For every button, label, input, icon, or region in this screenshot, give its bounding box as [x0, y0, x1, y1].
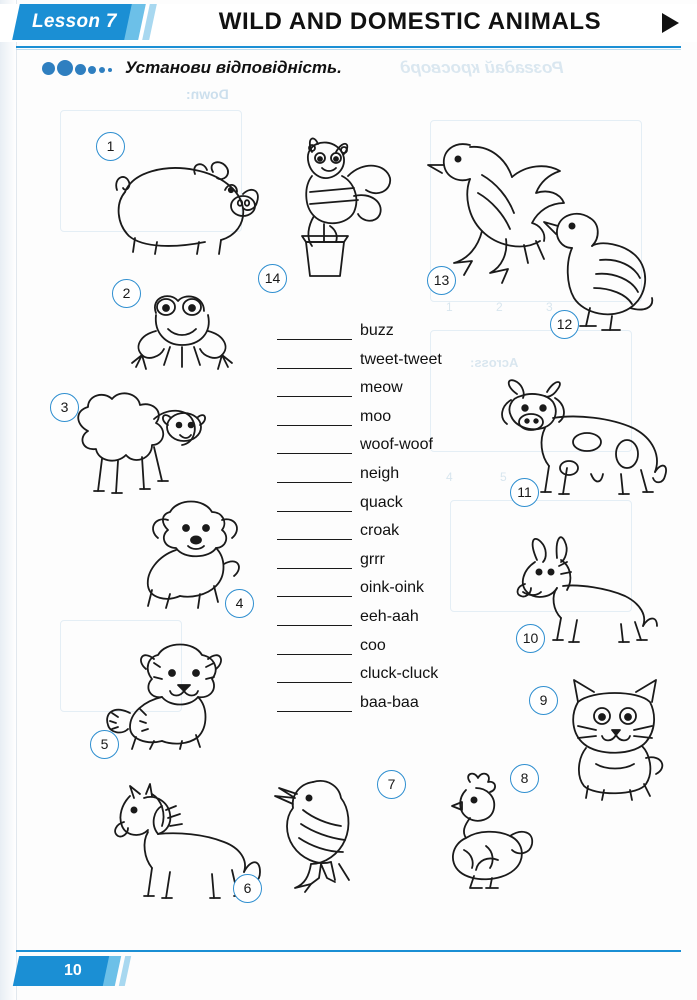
answer-row: [277, 406, 467, 435]
answer-row: [277, 663, 467, 692]
answer-row: [277, 492, 467, 521]
triangle-right-icon: [662, 13, 679, 33]
answer-word: moo: [360, 407, 392, 425]
picture-number: 7: [377, 770, 406, 799]
animal-cat: [552, 672, 682, 802]
animal-pig: [95, 150, 265, 260]
ghost-title-text: Розгадай кросворд: [400, 58, 564, 77]
answer-blank-line[interactable]: [277, 511, 352, 512]
answer-word: grrr: [360, 550, 385, 568]
page-header: [0, 0, 697, 46]
answer-blank-line[interactable]: [277, 396, 352, 397]
answer-word: woof-woof: [360, 436, 433, 454]
picture-number: 3: [50, 393, 79, 422]
answer-row: [277, 577, 467, 606]
ghost-down-text: Down:: [186, 86, 229, 102]
picture-number: 11: [510, 478, 539, 507]
header-divider-light: [16, 49, 681, 50]
picture-number: 10: [516, 624, 545, 653]
picture-number: 14: [258, 264, 287, 293]
answer-word: neigh: [360, 464, 400, 482]
picture-number: 13: [427, 266, 456, 295]
answer-row: [277, 520, 467, 549]
answer-row: [277, 692, 467, 721]
ghost-number: 5: [500, 470, 507, 484]
picture-number: 2: [112, 279, 141, 308]
answer-row: [277, 320, 467, 349]
answer-blank-line[interactable]: [277, 482, 352, 483]
picture-number: 8: [510, 764, 539, 793]
answer-word: coo: [360, 636, 386, 654]
answer-blank-line[interactable]: [277, 568, 352, 569]
animal-crow: [265, 768, 390, 893]
ghost-word: Across:: [470, 355, 519, 370]
picture-number: 5: [90, 730, 119, 759]
picture-number: 1: [96, 132, 125, 161]
answer-blank-line[interactable]: [277, 368, 352, 369]
answer-list: [277, 320, 467, 720]
ghost-number: 1: [446, 300, 453, 314]
answer-word: tweet-tweet: [360, 350, 442, 368]
answer-blank-line[interactable]: [277, 596, 352, 597]
answer-word: oink-oink: [360, 579, 425, 597]
answer-blank-line[interactable]: [277, 625, 352, 626]
instruction-text: Установи відповідність.: [125, 58, 342, 77]
answer-row: [277, 377, 467, 406]
picture-number: 4: [225, 589, 254, 618]
animal-sheep: [58, 385, 223, 505]
answer-row: [277, 349, 467, 378]
answer-blank-line[interactable]: [277, 339, 352, 340]
answer-blank-line[interactable]: [277, 539, 352, 540]
answer-word: eeh-aah: [360, 607, 419, 625]
footer-banner-accent-light: [119, 956, 131, 986]
animal-tiger: [96, 635, 241, 750]
answer-word: buzz: [360, 322, 394, 339]
answer-blank-line[interactable]: [277, 425, 352, 426]
answer-word: croak: [360, 522, 400, 540]
answer-word: meow: [360, 379, 403, 397]
page-title: WILD AND DOMESTIC ANIMALS: [218, 8, 602, 35]
answer-row: [277, 635, 467, 664]
answer-row: [277, 463, 467, 492]
answer-blank-line[interactable]: [277, 453, 352, 454]
answer-word: quack: [360, 493, 403, 511]
answer-row: [277, 606, 467, 635]
page-left-margin: [0, 0, 17, 1000]
footer-divider: [16, 950, 681, 952]
answer-word: cluck-cluck: [360, 665, 439, 683]
page-number: 10: [64, 962, 82, 979]
answer-blank-line[interactable]: [277, 711, 352, 712]
ghost-number: 4: [446, 470, 453, 484]
answer-row: [277, 434, 467, 463]
animal-bee: [278, 130, 398, 285]
answer-word: baa-baa: [360, 693, 419, 711]
answer-blank-line[interactable]: [277, 682, 352, 683]
ghost-number: 3: [546, 300, 553, 314]
animal-frog: [130, 285, 245, 380]
lesson-label: Lesson 7: [32, 11, 117, 32]
answer-row: [277, 549, 467, 578]
picture-number: 9: [529, 686, 558, 715]
dots-task-icon: [42, 60, 114, 78]
page-footer: [0, 940, 697, 1000]
picture-number: 12: [550, 310, 579, 339]
header-divider: [16, 46, 681, 48]
picture-number: 6: [233, 874, 262, 903]
ghost-number: 2: [496, 300, 503, 314]
answer-blank-line[interactable]: [277, 654, 352, 655]
